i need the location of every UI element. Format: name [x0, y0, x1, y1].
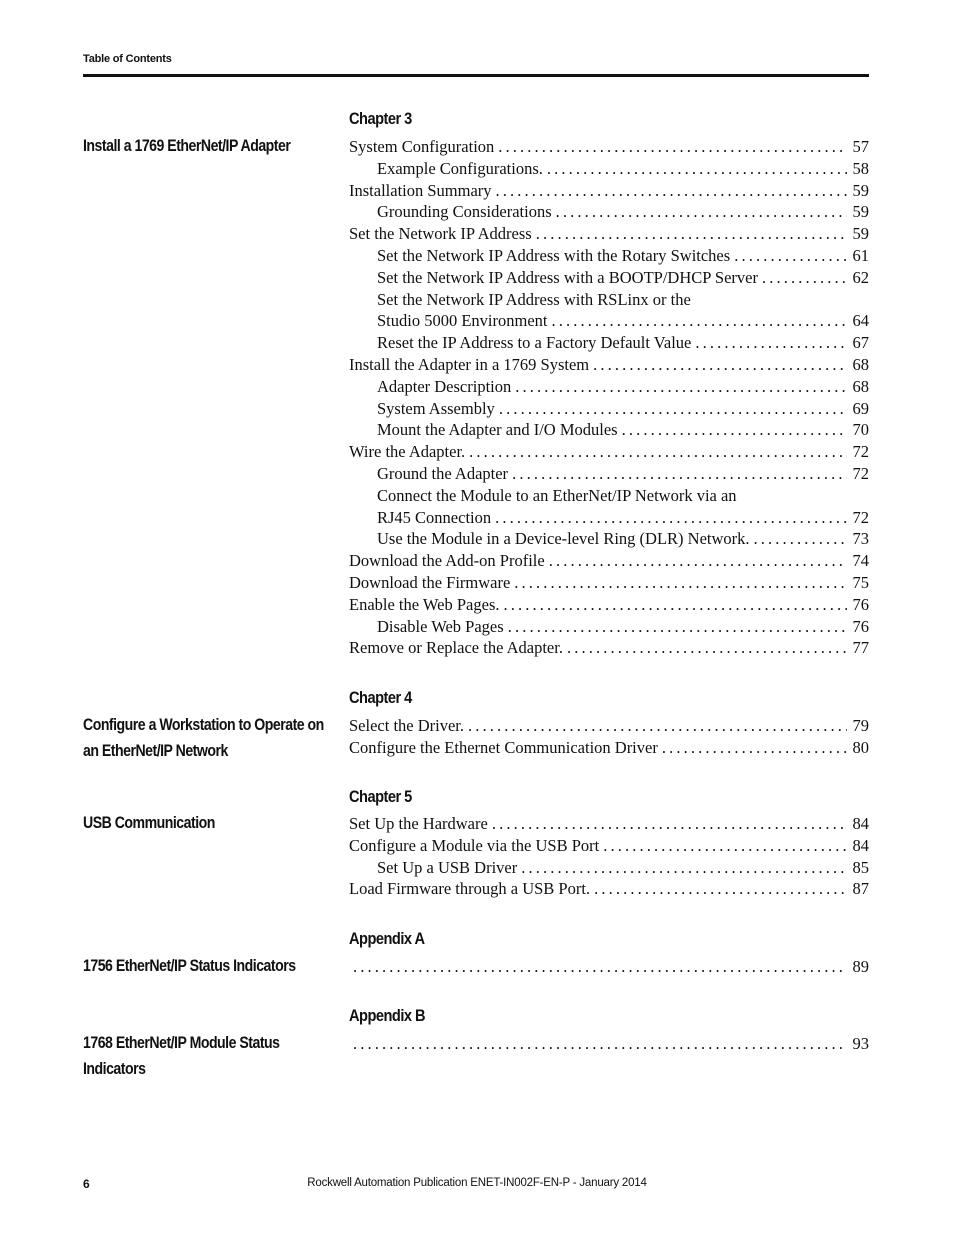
- toc-entry-title: Download the Add-on Profile: [349, 551, 545, 571]
- toc-page-number: 62: [852, 267, 869, 287]
- dot-leader: [593, 354, 846, 376]
- toc-entry[interactable]: [349, 332, 869, 354]
- toc-entry[interactable]: [349, 878, 869, 900]
- toc-entry[interactable]: [349, 550, 869, 572]
- toc-entry[interactable]: [349, 136, 869, 158]
- toc-entry[interactable]: [349, 398, 869, 420]
- dot-leader: [468, 715, 846, 737]
- toc-entry-title: Install the Adapter in a 1769 System: [349, 354, 590, 374]
- toc-entry-title: Set Up a USB Driver: [377, 857, 518, 877]
- toc-page-number: 64: [852, 311, 869, 331]
- toc-entry-title: Reset the IP Address to a Factory Default Value: [377, 333, 692, 353]
- toc-entry[interactable]: [349, 441, 869, 463]
- dot-leader: [514, 572, 846, 594]
- toc-list: [349, 1033, 869, 1055]
- publication-info: Rockwell Automation Publication ENET-IN002F-EN-P - January 2014: [307, 1177, 647, 1189]
- toc-entry[interactable]: [349, 715, 869, 737]
- toc-entry[interactable]: [349, 507, 869, 529]
- toc-entry[interactable]: [349, 245, 869, 267]
- toc-entry[interactable]: [349, 572, 869, 594]
- toc-entry-title: Adapter Description: [377, 376, 512, 396]
- dot-leader: [521, 857, 846, 879]
- section-title: 1768 EtherNet/IP Module Status Indicators: [83, 1033, 280, 1078]
- toc-entry[interactable]: [349, 1033, 869, 1055]
- toc-page-number: 70: [852, 420, 869, 440]
- running-header: Table of Contents: [83, 53, 172, 65]
- toc-entry-title: Download the Firmware: [349, 572, 511, 592]
- toc-entry[interactable]: [349, 637, 869, 659]
- toc-page-number: 57: [852, 137, 869, 156]
- dot-leader: [353, 956, 847, 978]
- toc-entry-title: Set the Network IP Address with RSLinx or the: [377, 289, 691, 309]
- toc-entry-title: Wire the Adapter.: [349, 442, 466, 462]
- toc-page-number: 68: [852, 354, 869, 374]
- dot-leader: [504, 594, 847, 616]
- dot-leader: [662, 737, 847, 759]
- toc-page-number: 87: [852, 879, 869, 899]
- toc-entry[interactable]: [349, 267, 869, 289]
- dot-leader: [496, 180, 847, 202]
- toc-entry[interactable]: [349, 737, 869, 759]
- toc-page-number: 76: [852, 594, 869, 614]
- toc-page-number: 72: [852, 463, 869, 483]
- toc-entry-title: Example Configurations.: [377, 158, 543, 178]
- toc-page-number: 68: [852, 376, 869, 396]
- dot-leader: [498, 136, 846, 158]
- toc-entry-title: Set the Network IP Address: [349, 224, 532, 244]
- dot-leader: [547, 158, 847, 180]
- dot-leader: [508, 616, 847, 638]
- toc-entry-title: Select the Driver.: [349, 716, 465, 735]
- toc-page-number: 72: [852, 442, 869, 462]
- toc-entry-title: System Assembly: [377, 398, 495, 418]
- toc-entry[interactable]: [349, 354, 869, 376]
- dot-leader: [492, 813, 847, 835]
- dot-leader: [552, 310, 847, 332]
- dot-leader: [512, 463, 846, 485]
- toc-page-number: 59: [852, 180, 869, 200]
- dot-leader: [495, 507, 846, 529]
- dot-leader: [594, 878, 846, 900]
- toc-entry[interactable]: [349, 528, 869, 550]
- section-title: USB Communication: [83, 813, 215, 832]
- dot-leader: [734, 245, 846, 267]
- toc-entry[interactable]: [349, 594, 869, 616]
- toc-entry-title: Disable Web Pages: [377, 616, 504, 636]
- toc-page-number: 58: [852, 158, 869, 178]
- toc-page-number: 73: [852, 529, 869, 549]
- toc-entry-title: Mount the Adapter and I/O Modules: [377, 420, 618, 440]
- toc-entry[interactable]: [349, 813, 869, 835]
- toc-entry[interactable]: [349, 857, 869, 879]
- dot-leader: [353, 1033, 847, 1055]
- toc-entry-title: Set the Network IP Address with the Rotary Switches: [377, 245, 731, 265]
- dot-leader: [499, 398, 847, 420]
- toc-page-number: 76: [852, 616, 869, 636]
- toc-page-number: 93: [852, 1034, 869, 1053]
- toc-page-number: 72: [852, 507, 869, 527]
- toc-entry-title: Load Firmware through a USB Port.: [349, 879, 591, 899]
- toc-entry-title: Grounding Considerations: [377, 202, 552, 222]
- toc-list: [349, 956, 869, 978]
- toc-page-number: 84: [852, 814, 869, 833]
- toc-entry-title: Connect the Module to an EtherNet/IP Network via an: [377, 485, 737, 505]
- dot-leader: [754, 528, 847, 550]
- toc-entry-title: Set the Network IP Address with a BOOTP/DHCP Server: [377, 267, 758, 287]
- toc-page-number: 80: [852, 737, 869, 757]
- toc-entry-title: Configure the Ethernet Communication Driver: [349, 737, 658, 757]
- toc-entry-title: Ground the Adapter: [377, 463, 509, 483]
- chapter-label: Appendix B: [349, 1006, 426, 1025]
- toc-entry-title: Enable the Web Pages.: [349, 594, 500, 614]
- toc-page-number: 61: [852, 245, 869, 265]
- toc-list: [349, 715, 869, 759]
- toc-entry[interactable]: [349, 956, 869, 978]
- dot-leader: [549, 550, 847, 572]
- toc-entry[interactable]: [349, 201, 869, 223]
- toc-entry[interactable]: [349, 180, 869, 202]
- toc-entry-title: Set Up the Hardware: [349, 814, 488, 833]
- toc-entry[interactable]: [349, 310, 869, 332]
- toc-entry-title: System Configuration: [349, 137, 495, 156]
- chapter-label: Appendix A: [349, 929, 425, 948]
- toc-page-number: 75: [852, 572, 869, 592]
- toc-entry[interactable]: [349, 223, 869, 245]
- toc-page-number: 74: [852, 551, 869, 571]
- toc-entry-title: Installation Summary: [349, 180, 492, 200]
- toc-entry[interactable]: [349, 616, 869, 638]
- toc-page-number: 77: [852, 638, 869, 658]
- toc-entry-title: Studio 5000 Environment: [377, 311, 548, 331]
- toc-entry-title: Use the Module in a Device-level Ring (DLR) Network.: [377, 529, 750, 549]
- dot-leader: [603, 835, 846, 857]
- header-rule: [83, 74, 869, 77]
- toc-page-number: 79: [852, 716, 869, 735]
- dot-leader: [536, 223, 847, 245]
- chapter-label: Chapter 4: [349, 688, 412, 707]
- dot-leader: [762, 267, 847, 289]
- dot-leader: [469, 441, 846, 463]
- toc-page-number: 59: [852, 202, 869, 222]
- toc-page-number: 85: [852, 857, 869, 877]
- chapter-label: Chapter 3: [349, 109, 412, 128]
- toc-list: [349, 813, 869, 900]
- toc-page-number: 89: [852, 957, 869, 976]
- dot-leader: [695, 332, 846, 354]
- section-title: Configure a Workstation to Operate on an EtherNet/IP Network: [83, 715, 324, 760]
- toc-entry[interactable]: [349, 158, 869, 180]
- toc-page-number: 59: [852, 224, 869, 244]
- section-title: 1756 EtherNet/IP Status Indicators: [83, 956, 296, 975]
- dot-leader: [556, 201, 847, 223]
- dot-leader: [622, 419, 847, 441]
- toc-entry-title: RJ45 Connection: [377, 507, 492, 527]
- section-title: Install a 1769 EtherNet/IP Adapter: [83, 136, 291, 155]
- toc-entry[interactable]: [349, 835, 869, 857]
- dot-leader: [567, 637, 847, 659]
- toc-entry-title: Remove or Replace the Adapter.: [349, 638, 563, 658]
- page-number: 6: [83, 1177, 90, 1191]
- toc-list: [349, 136, 869, 659]
- toc-entry[interactable]: [349, 463, 869, 485]
- toc-page-number: 84: [852, 835, 869, 855]
- toc-entry[interactable]: [349, 419, 869, 441]
- toc-page-number: 69: [852, 398, 869, 418]
- toc-entry-title: Configure a Module via the USB Port: [349, 835, 600, 855]
- dot-leader: [515, 376, 846, 398]
- toc-page-number: 67: [852, 333, 869, 353]
- toc-entry[interactable]: [349, 376, 869, 398]
- chapter-label: Chapter 5: [349, 787, 412, 806]
